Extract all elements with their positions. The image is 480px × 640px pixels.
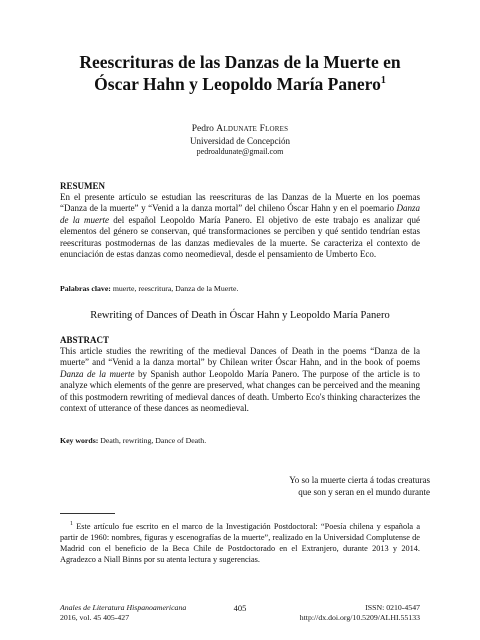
footer-citation bbox=[60, 603, 186, 623]
abstract-text-2: by Spanish author Leopoldo María Panero. The purpose of the article is to analyze which elements of the genre are preserved, what changes can be perceived and the meaning of this postmodern rewriting of medieval dances of death. Umberto Eco's thinking characterizes the context of utterance of these dances as neomedieval. bbox=[60, 368, 420, 414]
author-surname: Aldunate Flores bbox=[216, 124, 289, 134]
footnote-divider bbox=[60, 513, 115, 514]
author-given-name: Pedro bbox=[191, 124, 214, 134]
footer-journal bbox=[60, 603, 186, 613]
title-line-2-text: Óscar Hahn y Leopoldo María Panero bbox=[94, 74, 381, 94]
resumen-text-2: del español Leopoldo María Panero. El objetivo de este trabajo es analizar qué elementos del género se conservan, qué transformaciones se perciben y qué sentido tendrían estas reescrituras postmodernas de las danzas medievales de la muerte. Se caracteriza el contexto de enunciación de estas danzas como neomedieval, desde el pensamiento de Umberto Eco. bbox=[60, 214, 420, 260]
author-affiliation: Universidad de Concepción bbox=[190, 136, 290, 146]
title-line-2 bbox=[40, 73, 440, 95]
abstract-heading: ABSTRACT bbox=[60, 335, 110, 345]
footnote bbox=[60, 521, 420, 565]
footer-doi[interactable]: http://dx.doi.org/10.5209/ALHI.55133 bbox=[299, 613, 420, 622]
key-words-text: Death, rewriting, Dance of Death. bbox=[98, 436, 207, 445]
footer-journal-name: Anales de Literatura Hispanoamericana bbox=[60, 603, 187, 612]
author-email[interactable]: pedroaldunate@gmail.com bbox=[196, 147, 284, 156]
epigraph-line-2: que son y seran en el mundo durante bbox=[298, 487, 430, 497]
title-footnote-mark[interactable]: 1 bbox=[380, 75, 386, 87]
footnote-text: Este artículo fue escrito en el marco de la Investigación Postdoctoral: “Poesía chilena y española a partir de 1960: nombres, figuras y escenografías de la muerte”, realizado en la Universidad Complutense de Madrid con el beneficio de la Beca Chile de Postdoctorado en el Extranjero, durante 2013 y 2014. Agradezco a Niall Binns por su atenta lectura y sugerencias. bbox=[60, 522, 420, 564]
resumen-body bbox=[60, 192, 420, 260]
english-title: Rewriting of Dances of Death in Óscar Hahn y Leopoldo María Panero bbox=[90, 310, 390, 321]
footer-identifiers bbox=[290, 603, 420, 623]
footnote-mark: 1 bbox=[70, 521, 73, 528]
resumen-heading: RESUMEN bbox=[60, 181, 106, 191]
abstract-text-1: This article studies the rewriting of the medieval Dances of Death in the poems “Danza de la muerte” and “Venid a la danza mortal” by Chilean writer Óscar Hahn, and in the book of poems bbox=[60, 346, 420, 368]
page-number: 405 bbox=[233, 603, 247, 613]
footer-volume: 2016, vol. 45 405-427 bbox=[60, 613, 130, 622]
resumen-italic-title: Danza de la muerte bbox=[60, 203, 420, 225]
footer-issn: ISSN: 0210-4547 bbox=[365, 603, 420, 612]
epigraph-line-1: Yo so la muerte cierta á todas creaturas bbox=[289, 475, 430, 485]
palabras-clave-label: Palabras clave: bbox=[60, 284, 111, 293]
abstract-italic-title: Danza de la muerte bbox=[60, 368, 135, 379]
resumen-text-1: En el presente artículo se estudian las reescrituras de las Danzas de la Muerte en los poemas “Danza de la muerte” y “Venid a la danza mortal” del chileno Óscar Hahn y en el poemario bbox=[60, 192, 420, 214]
author-name bbox=[90, 124, 390, 135]
article-title bbox=[40, 51, 440, 95]
title-line-1: Reescrituras de las Danzas de la Muerte en bbox=[79, 52, 401, 72]
palabras-clave bbox=[60, 284, 420, 294]
key-words bbox=[60, 436, 420, 446]
palabras-clave-text: muerte, reescritura, Danza de la Muerte. bbox=[110, 284, 239, 293]
key-words-label: Key words: bbox=[60, 436, 99, 445]
abstract-body bbox=[60, 346, 420, 414]
